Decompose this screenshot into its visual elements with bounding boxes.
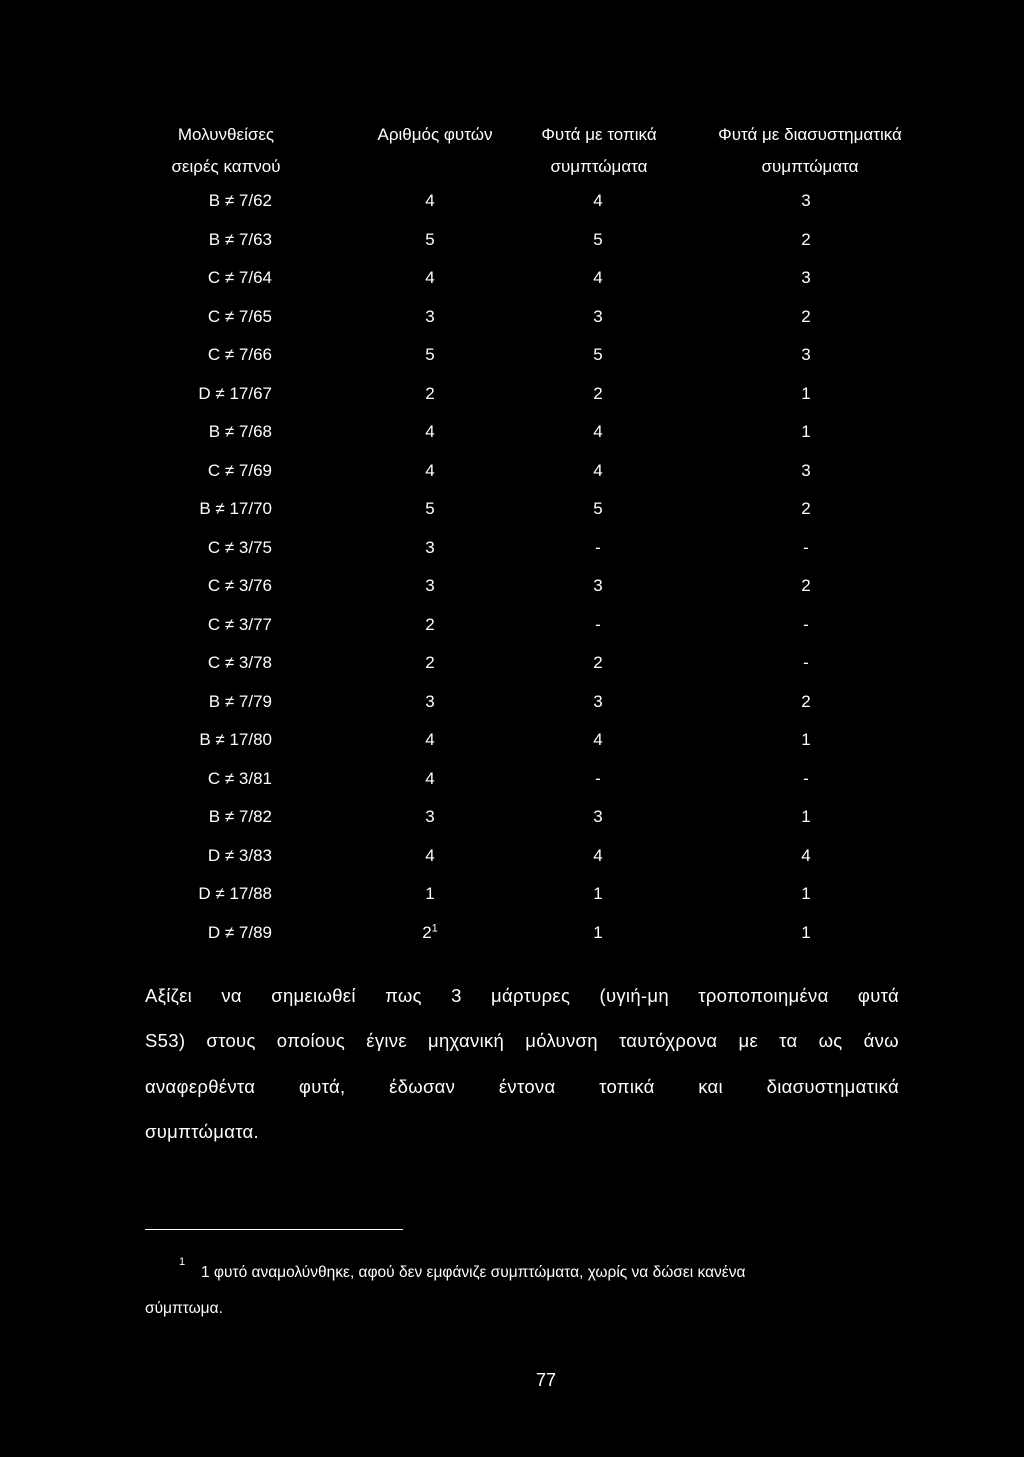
paragraph-word: φυτά — [857, 985, 899, 1006]
cell-plants: 4 — [425, 191, 435, 210]
paragraph-word: οποίους — [276, 1030, 346, 1051]
table-row — [0, 806, 1024, 828]
cell-systemic: 3 — [801, 268, 811, 287]
cell-systemic: 1 — [801, 384, 811, 403]
cell-line: C ≠ 7/69 — [207, 461, 272, 480]
cell-plants: 2 — [425, 384, 435, 403]
cell-systemic: 1 — [801, 884, 811, 903]
footnote: 1 1 φυτό αναμολύνθηκε, αφού δεν εμφάνιζε συμπτώματα, χωρίς να δώσει κανένα σύμπτωμα. — [145, 1256, 746, 1317]
footnote-divider — [145, 1229, 403, 1230]
table-row — [0, 267, 1024, 289]
cell-systemic: 1 — [801, 730, 811, 749]
paragraph-line — [145, 985, 899, 1007]
paragraph-word: Αξίζει — [145, 985, 193, 1006]
cell-line: C ≠ 7/66 — [207, 345, 272, 364]
cell-plants: 3 — [425, 307, 435, 326]
cell-plants: 4 — [425, 461, 435, 480]
cell-local: 1 — [593, 923, 603, 942]
table-row — [0, 229, 1024, 251]
cell-plants: 5 — [425, 345, 435, 364]
paragraph-line: συμπτώματα. — [145, 1121, 259, 1142]
cell-systemic: 2 — [801, 499, 811, 518]
paragraph-word: έντονα — [498, 1076, 556, 1097]
cell-plants: 4 — [425, 846, 435, 865]
cell-line: B ≠ 17/70 — [199, 499, 272, 518]
cell-local: 3 — [593, 576, 603, 595]
cell-plants: 3 — [425, 807, 435, 826]
paragraph-word: μόλυνση — [525, 1030, 598, 1051]
cell-plants: 2 — [425, 615, 435, 634]
cell-line: D ≠ 7/89 — [207, 923, 272, 942]
cell-local: 4 — [593, 422, 603, 441]
cell-local: 4 — [593, 268, 603, 287]
paragraph-line — [145, 1076, 899, 1098]
paragraph-word: τροποποιημένα — [698, 985, 829, 1006]
cell-local: - — [595, 769, 601, 788]
table-row — [0, 537, 1024, 559]
cell-local: 4 — [593, 846, 603, 865]
cell-line: C ≠ 3/75 — [207, 538, 272, 557]
header-text: σειρές καπνού — [171, 157, 281, 176]
cell-plants: 4 — [425, 769, 435, 788]
cell-local: 3 — [593, 807, 603, 826]
cell-local: 4 — [593, 730, 603, 749]
paragraph-word: έδωσαν — [389, 1076, 456, 1097]
paragraph-word: S53) — [145, 1030, 186, 1051]
paragraph-word: διασυστηματικά — [766, 1076, 899, 1097]
cell-line: C ≠ 7/64 — [207, 268, 272, 287]
header-text: συμπτώματα — [761, 157, 859, 176]
cell-local: 5 — [593, 499, 603, 518]
table-row — [0, 922, 1024, 944]
cell-systemic: 3 — [801, 345, 811, 364]
cell-systemic: 2 — [801, 307, 811, 326]
cell-plants: 1 — [425, 884, 435, 903]
cell-line: C ≠ 3/81 — [207, 769, 272, 788]
header-text: Αριθμός φυτών — [377, 125, 493, 144]
cell-local: 4 — [593, 461, 603, 480]
paragraph-word: ως — [818, 1030, 843, 1051]
header-text: Φυτά με διασυστηματικά — [718, 125, 902, 144]
cell-line: C ≠ 3/77 — [207, 615, 272, 634]
cell-local: 4 — [593, 191, 603, 210]
cell-local: 2 — [593, 384, 603, 403]
cell-plants: 3 — [425, 692, 435, 711]
table-row — [0, 575, 1024, 597]
cell-local: - — [595, 615, 601, 634]
cell-systemic: 2 — [801, 692, 811, 711]
cell-systemic: 3 — [801, 461, 811, 480]
table-row — [0, 652, 1024, 674]
paragraph-word: τοπικά — [599, 1076, 655, 1097]
cell-local: 1 — [593, 884, 603, 903]
cell-systemic: 2 — [801, 230, 811, 249]
cell-systemic: 1 — [801, 923, 811, 942]
cell-line: C ≠ 3/76 — [207, 576, 272, 595]
cell-systemic: 1 — [801, 807, 811, 826]
paragraph-word: άνω — [863, 1030, 899, 1051]
table-row — [0, 691, 1024, 713]
cell-line: B ≠ 7/68 — [208, 422, 272, 441]
paragraph-word: σημειωθεί — [271, 985, 356, 1006]
cell-systemic: - — [803, 538, 809, 557]
table-row — [0, 498, 1024, 520]
cell-local: - — [595, 538, 601, 557]
cell-local: 2 — [593, 653, 603, 672]
cell-plants: 5 — [425, 230, 435, 249]
paragraph-word: έγινε — [366, 1030, 407, 1051]
cell-systemic: - — [803, 769, 809, 788]
paragraph-word: μάρτυρες — [491, 985, 571, 1006]
table-row — [0, 460, 1024, 482]
cell-line: C ≠ 3/78 — [207, 653, 272, 672]
cell-line: B ≠ 7/62 — [208, 191, 272, 210]
paragraph-word: μηχανική — [427, 1030, 505, 1051]
paragraph-word: τα — [779, 1030, 798, 1051]
cell-line: B ≠ 7/79 — [208, 692, 272, 711]
paragraph-word: αναφερθέντα — [145, 1076, 256, 1097]
footnote-text: 1 φυτό αναμολύνθηκε, αφού δεν εμφάνιζε συμπτώματα, χωρίς να δώσει κανένα — [201, 1264, 746, 1281]
cell-plants: 5 — [425, 499, 435, 518]
cell-local: 3 — [593, 692, 603, 711]
header-local-symptoms — [523, 125, 675, 177]
header-text: Μολυνθείσες — [177, 125, 275, 144]
paragraph-word: με — [738, 1030, 758, 1051]
paragraph-word: στους — [206, 1030, 256, 1051]
header-systemic-symptoms — [698, 125, 922, 177]
cell-plants — [400, 922, 460, 944]
cell-systemic: - — [803, 653, 809, 672]
paragraph-word: (υγιή-μη — [599, 985, 669, 1006]
cell-local: 5 — [593, 230, 603, 249]
cell-line: B ≠ 7/82 — [208, 807, 272, 826]
footnote-text: σύμπτωμα. — [145, 1300, 223, 1317]
paragraph-line — [145, 1030, 899, 1052]
header-text: Φυτά με τοπικά — [541, 125, 657, 144]
cell-systemic: - — [803, 615, 809, 634]
cell-systemic: 2 — [801, 576, 811, 595]
cell-systemic: 1 — [801, 422, 811, 441]
footnote-reference: 1 — [431, 922, 438, 935]
note-paragraph — [145, 985, 899, 1155]
cell-line: C ≠ 7/65 — [207, 307, 272, 326]
table-row — [0, 883, 1024, 905]
table-row — [0, 421, 1024, 443]
paragraph-word: φυτά, — [298, 1076, 346, 1097]
paragraph-word: πως — [385, 985, 422, 1006]
header-plant-count — [360, 125, 510, 145]
cell-local: 5 — [593, 345, 603, 364]
cell-plants: 3 — [425, 538, 435, 557]
cell-line: B ≠ 7/63 — [208, 230, 272, 249]
cell-line: D ≠ 17/88 — [198, 884, 272, 903]
header-text: συμπτώματα — [550, 157, 648, 176]
cell-plants: 2 — [425, 653, 435, 672]
table-row — [0, 190, 1024, 212]
table-row — [0, 306, 1024, 328]
cell-plants-value: 2 — [422, 923, 432, 942]
cell-line: D ≠ 3/83 — [207, 846, 272, 865]
table-row — [0, 383, 1024, 405]
table-row — [0, 614, 1024, 636]
table-row — [0, 729, 1024, 751]
cell-line: D ≠ 17/67 — [198, 384, 272, 403]
paragraph-word: 3 — [451, 985, 462, 1006]
cell-plants: 3 — [425, 576, 435, 595]
page-number: 77 — [535, 1370, 557, 1390]
table-row — [0, 768, 1024, 790]
cell-plants: 4 — [425, 268, 435, 287]
cell-plants: 4 — [425, 422, 435, 441]
table-row — [0, 845, 1024, 867]
header-infected-lines — [150, 125, 302, 177]
cell-systemic: 4 — [801, 846, 811, 865]
cell-local: 3 — [593, 307, 603, 326]
paragraph-word: ταυτόχρονα — [618, 1030, 718, 1051]
cell-systemic: 3 — [801, 191, 811, 210]
cell-line: B ≠ 17/80 — [199, 730, 272, 749]
table-row — [0, 344, 1024, 366]
paragraph-word: και — [698, 1076, 723, 1097]
cell-plants: 4 — [425, 730, 435, 749]
paragraph-word: να — [221, 985, 242, 1006]
